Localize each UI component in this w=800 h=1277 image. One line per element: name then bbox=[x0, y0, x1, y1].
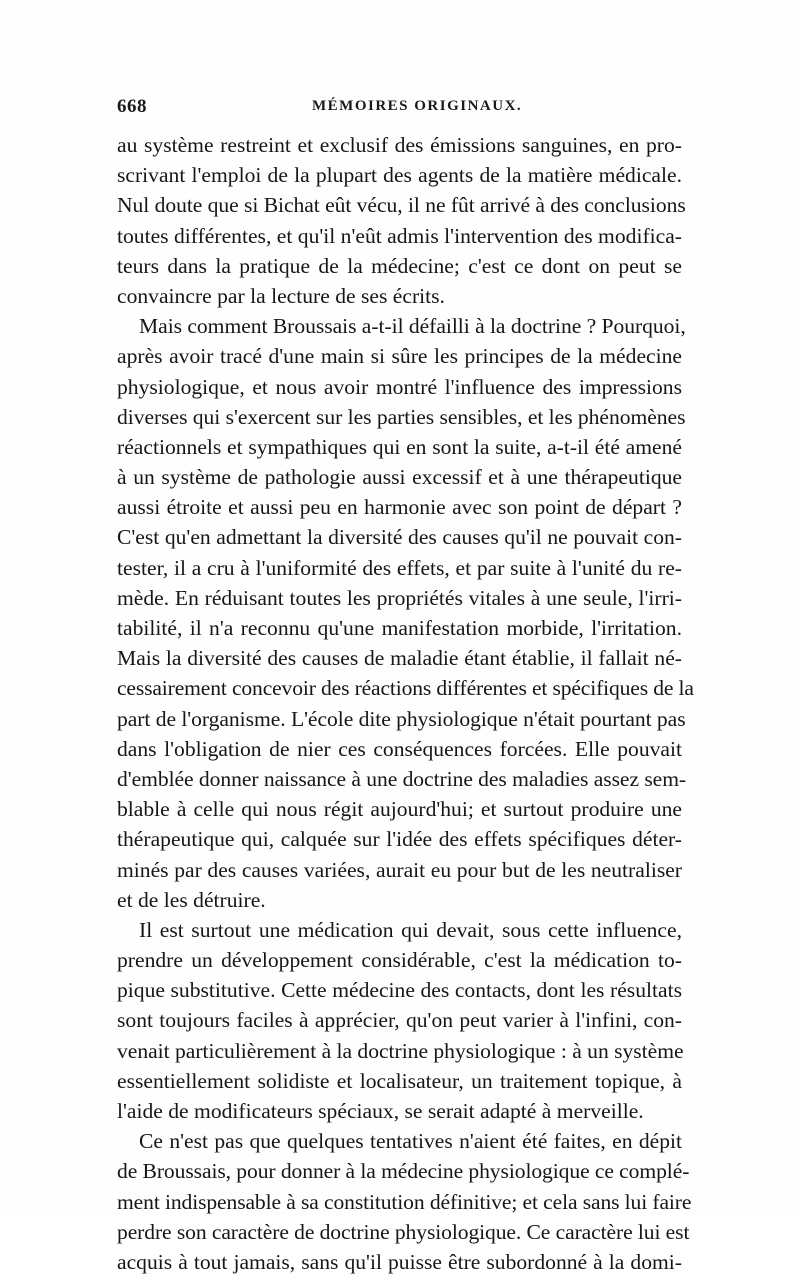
text-line: acquis à tout jamais, sans qu'il puisse être subordonné à la domi- bbox=[117, 1249, 682, 1274]
text-line: pique substitutive. Cette médecine des contacts, dont les résultats bbox=[117, 978, 682, 1003]
text-line: physiologique, et nous avoir montré l'influence des impressions bbox=[117, 374, 682, 399]
text-line: Nul doute que si Bichat eût vécu, il ne fût arrivé à des conclusions bbox=[117, 193, 686, 218]
text-line: d'emblée donner naissance à une doctrine des maladies assez sem- bbox=[117, 766, 687, 791]
text-line: perdre son caractère de doctrine physiologique. Ce caractère lui est bbox=[117, 1219, 690, 1244]
text-line: thérapeutique qui, calquée sur l'idée des effets spécifiques déter- bbox=[117, 827, 682, 852]
text-line: C'est qu'en admettant la diversité des causes qu'il ne pouvait con- bbox=[117, 525, 682, 550]
text-line: toutes différentes, et qu'il n'eût admis l'intervention des modifica- bbox=[117, 223, 682, 248]
text-line: prendre un développement considérable, c'est la médication to- bbox=[117, 948, 682, 973]
text-line: l'aide de modificateurs spéciaux, se serait adapté à merveille. bbox=[117, 1099, 644, 1123]
text-line: après avoir tracé d'une main si sûre les principes de la médecine bbox=[117, 344, 682, 369]
text-line: à un système de pathologie aussi excessif et à une thérapeutique bbox=[117, 465, 682, 490]
text-line: réactionnels et sympathiques qui en sont la suite, a-t-il été amené bbox=[117, 434, 682, 459]
text-line: ment indispensable à sa constitution définitive; et cela sans lui faire bbox=[117, 1189, 692, 1214]
text-line: Ce n'est pas que quelques tentatives n'aient été faites, en dépit bbox=[139, 1129, 682, 1154]
text-line: au système restreint et exclusif des émissions sanguines, en pro- bbox=[117, 133, 682, 157]
text-line: convaincre par la lecture de ses écrits. bbox=[117, 283, 445, 308]
page-header bbox=[117, 96, 682, 122]
text-line: et de les détruire. bbox=[117, 887, 266, 912]
text-line: venait particulièrement à la doctrine physiologique : à un système bbox=[117, 1038, 684, 1063]
text-line: cessairement concevoir des réactions différentes et spécifiques de la bbox=[117, 676, 694, 701]
body-text bbox=[117, 130, 694, 1277]
text-line: mède. En réduisant toutes les propriétés vitales à une seule, l'irri- bbox=[117, 585, 682, 610]
text-line: dans l'obligation de nier ces conséquences forcées. Elle pouvait bbox=[117, 736, 682, 761]
text-line: minés par des causes variées, aurait eu pour but de les neutraliser bbox=[117, 857, 682, 882]
text-line: sont toujours faciles à apprécier, qu'on peut varier à l'infini, con- bbox=[117, 1008, 682, 1033]
running-title: MÉMOIRES ORIGINAUX. bbox=[312, 98, 523, 114]
text-line: diverses qui s'exercent sur les parties sensibles, et les phénomènes bbox=[117, 404, 686, 429]
text-line: Mais comment Broussais a-t-il défailli à la doctrine ? Pourquoi, bbox=[139, 314, 686, 339]
text-line: scrivant l'emploi de la plupart des agents de la matière médicale. bbox=[117, 163, 682, 188]
text-line: essentiellement solidiste et localisateur, un traitement topique, à bbox=[117, 1068, 682, 1093]
text-line: Il est surtout une médication qui devait, sous cette influence, bbox=[139, 917, 682, 942]
page-number: 668 bbox=[117, 96, 147, 117]
text-line: de Broussais, pour donner à la médecine physiologique ce complé- bbox=[117, 1159, 690, 1184]
text-line: tabilité, il n'a reconnu qu'une manifestation morbide, l'irritation. bbox=[117, 616, 682, 640]
text-line: Mais la diversité des causes de maladie étant établie, il fallait né- bbox=[117, 646, 682, 671]
text-line: aussi étroite et aussi peu en harmonie avec son point de départ ? bbox=[117, 495, 682, 520]
text-line: tester, il a cru à l'uniformité des effets, et par suite à l'unité du re- bbox=[117, 555, 682, 580]
text-line: part de l'organisme. L'école dite physiologique n'était pourtant pas bbox=[117, 706, 686, 731]
text-line: blable à celle qui nous régit aujourd'hui; et surtout produire une bbox=[117, 797, 682, 822]
text-line: teurs dans la pratique de la médecine; c'est ce dont on peut se bbox=[117, 253, 682, 278]
